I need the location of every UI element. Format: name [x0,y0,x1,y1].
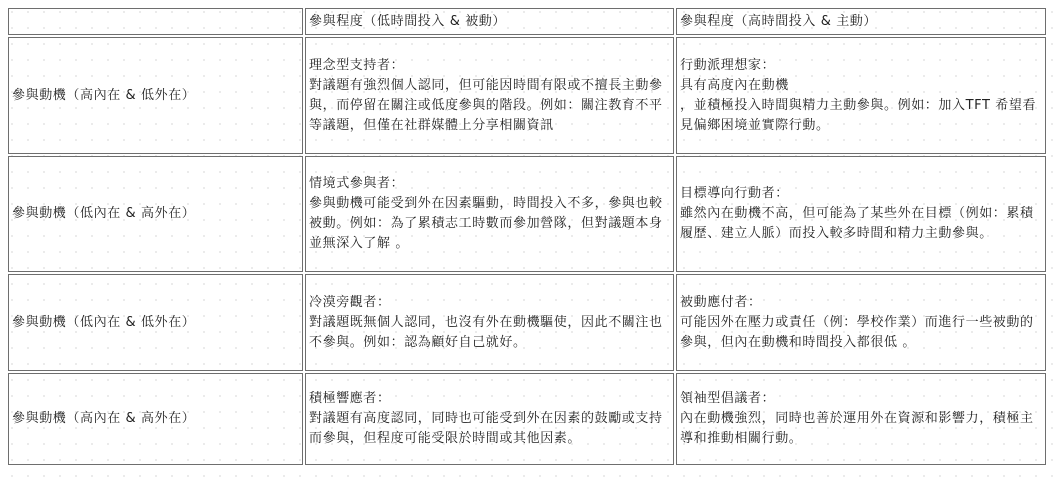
row-header-high-intrinsic-high-extrinsic: 參與動機（高內在 & 高外在） [8,373,303,465]
cell-body: 具有高度內在動機 ，並積極投入時間與精力主動參與。例如：加入TFT 希望看見偏鄉困境並實際行動。 [680,77,1037,133]
cell-goal-oriented-actor [676,156,1046,272]
cell-title: 積極響應者： [309,391,391,406]
cell-title: 情境式參與者： [309,176,405,191]
cell-body: 對議題有高度認同，同時也可能受到外在因素的鼓勵或支持而參與，但程度可能受限於時間或其他因素。 [309,411,663,446]
table-row [8,156,1046,272]
cell-indifferent-bystander [305,274,674,371]
cell-body: 參與動機可能受到外在因素驅動，時間投入不多，參與也較被動。例如：為了累積志工時數而參加營隊，但對議題本身並無深入了解 。 [309,196,663,251]
column-header-high-engagement: 參與程度（高時間投入 & 主動） [676,8,1046,35]
cell-title: 理念型支持者： [309,57,405,73]
cell-situational-participant [305,156,674,272]
cell-passive-complier [676,274,1046,371]
cell-title: 行動派理想家： [680,57,776,73]
row-header-low-intrinsic-low-extrinsic: 參與動機（低內在 & 低外在） [8,274,303,371]
row-header-low-intrinsic-high-extrinsic: 參與動機（低內在 & 高外在） [8,156,303,272]
cell-title: 冷漠旁觀者： [309,294,391,310]
corner-cell [8,8,303,35]
cell-body: 對議題既無個人認同，也沒有外在動機驅使，因此不關注也不參與。例如：認為顧好自己就好。 [309,314,663,350]
header-row [8,8,1046,35]
cell-leader-advocate [676,373,1046,465]
cell-active-responder [305,373,674,465]
cell-idealist-supporter [305,37,674,154]
table-row [8,37,1046,154]
cell-action-idealist [676,37,1046,154]
table-row [8,373,1046,465]
cell-title: 目標導向行動者： [680,186,789,201]
cell-body: 雖然內在動機不高，但可能為了某些外在目標（例如：累積履歷、建立人脈）而投入較多時間和精力主動參與。 [680,206,1034,241]
row-header-high-intrinsic-low-extrinsic: 參與動機（高內在 & 低外在） [8,37,303,154]
table-row [8,274,1046,371]
cell-title: 領袖型倡議者： [680,391,776,406]
column-header-low-engagement: 參與程度（低時間投入 & 被動） [305,8,674,35]
cell-body: 對議題有強烈個人認同，但可能因時間有限或不擅長主動參與，而停留在關注或低度參與的階段。例如：關注教育不平等議題，但僅在社群媒體上分享相關資訊 [309,77,663,133]
cell-body: 內在動機強烈，同時也善於運用外在資源和影響力，積極主導和推動相關行動。 [680,411,1034,446]
cell-title: 被動應付者： [680,294,762,310]
cell-body: 可能因外在壓力或責任（例：學校作業）而進行一些被動的參與，但內在動機和時間投入都很低 。 [680,314,1034,350]
participation-matrix-table [6,6,1048,467]
